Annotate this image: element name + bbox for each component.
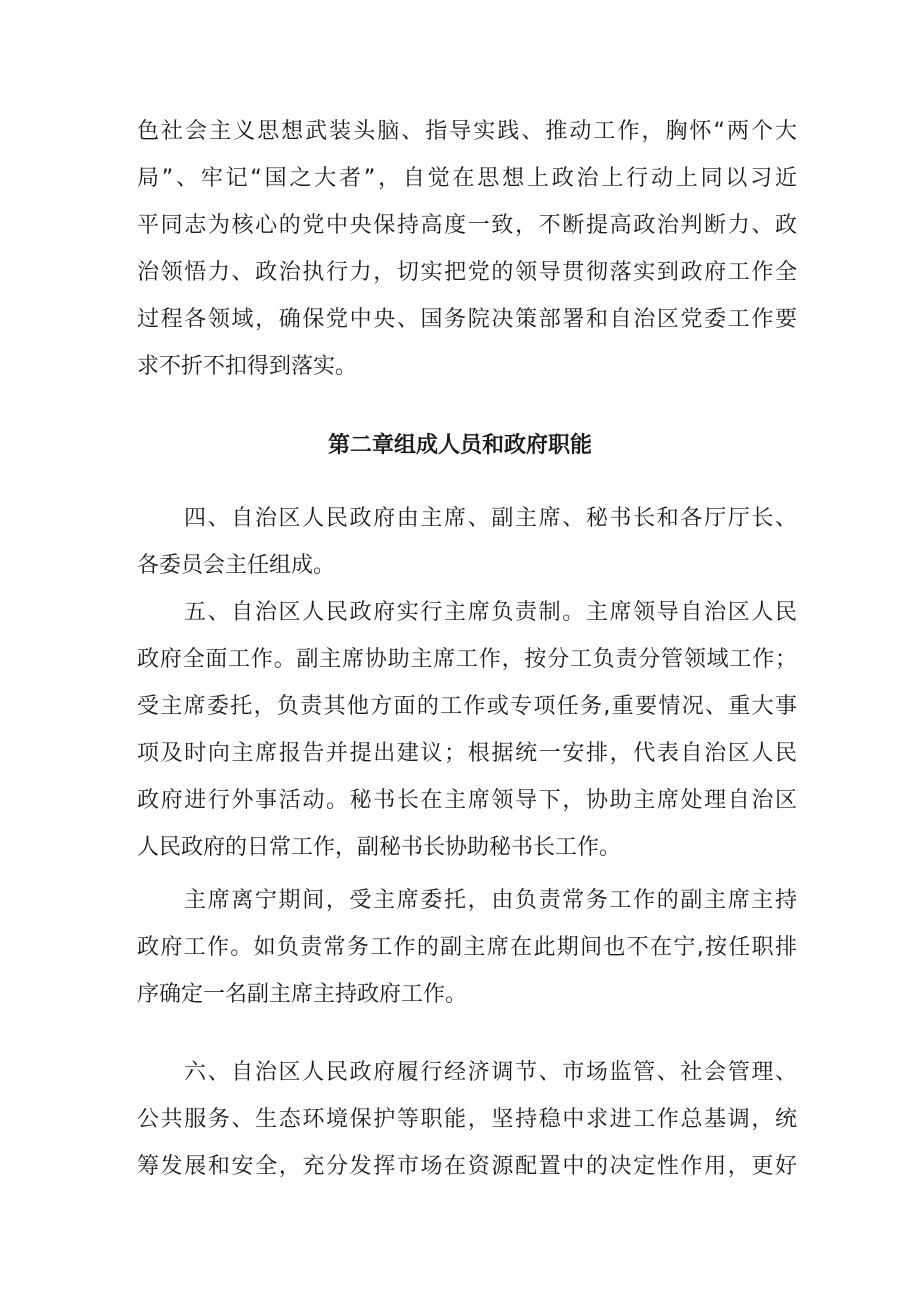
- text-line: 治领悟力、政治执行力，切实把党的领导贯彻落实到政府工作全: [137, 260, 797, 285]
- text-line: 政府全面工作。副主席协助主席工作，按分工负责分管领域工作；: [137, 647, 797, 672]
- text-line: 各委员会主任组成。: [137, 553, 336, 578]
- text-line: 人民政府的日常工作，副秘书长协助秘书长工作。: [137, 835, 622, 860]
- text-line: 项及时向主席报告并提出建议；根据统一安排，代表自治区人民: [137, 741, 797, 766]
- text-line: 平同志为核心的党中央保持高度一致，不断提高政治判断力、政: [137, 213, 797, 238]
- text-line: 色社会主义思想武装头脑、指导实践、推动工作，胸怀“两个大: [137, 119, 797, 144]
- text-line: 求不折不扣得到落实。: [137, 354, 358, 379]
- text-line: 五、自治区人民政府实行主席负责制。主席领导自治区人民: [184, 600, 797, 625]
- text-line: 筹发展和安全，充分发挥市场在资源配置中的决定性作用，更好: [137, 1154, 797, 1179]
- text-line: 六、自治区人民政府履行经济调节、市场监管、社会管理、: [184, 1060, 797, 1085]
- text-line: 过程各领域，确保党中央、国务院决策部署和自治区党委工作要: [137, 307, 797, 332]
- text-line: 序确定一名副主席主持政府工作。: [137, 982, 468, 1007]
- text-line: 政府工作。如负责常务工作的副主席在此期间也不在宁,按任职排: [137, 935, 797, 960]
- text-line: 受主席委托，负责其他方面的工作或专项任务,重要情况、重大事: [137, 694, 797, 719]
- text-line: 局”、牢记“国之大者”，自觉在思想上政治上行动上同以习近: [137, 166, 797, 191]
- text-line: 四、自治区人民政府由主席、副主席、秘书长和各厅厅长、: [184, 506, 797, 531]
- text-line: 主席离宁期间，受主席委托，由负责常务工作的副主席主持: [184, 888, 797, 913]
- text-line: 政府进行外事活动。秘书长在主席领导下，协助主席处理自治区: [137, 788, 797, 813]
- chapter-heading: 第二章组成人员和政府职能: [327, 433, 592, 458]
- text-line: 公共服务、生态环境保护等职能，坚持稳中求进工作总基调，统: [137, 1107, 797, 1132]
